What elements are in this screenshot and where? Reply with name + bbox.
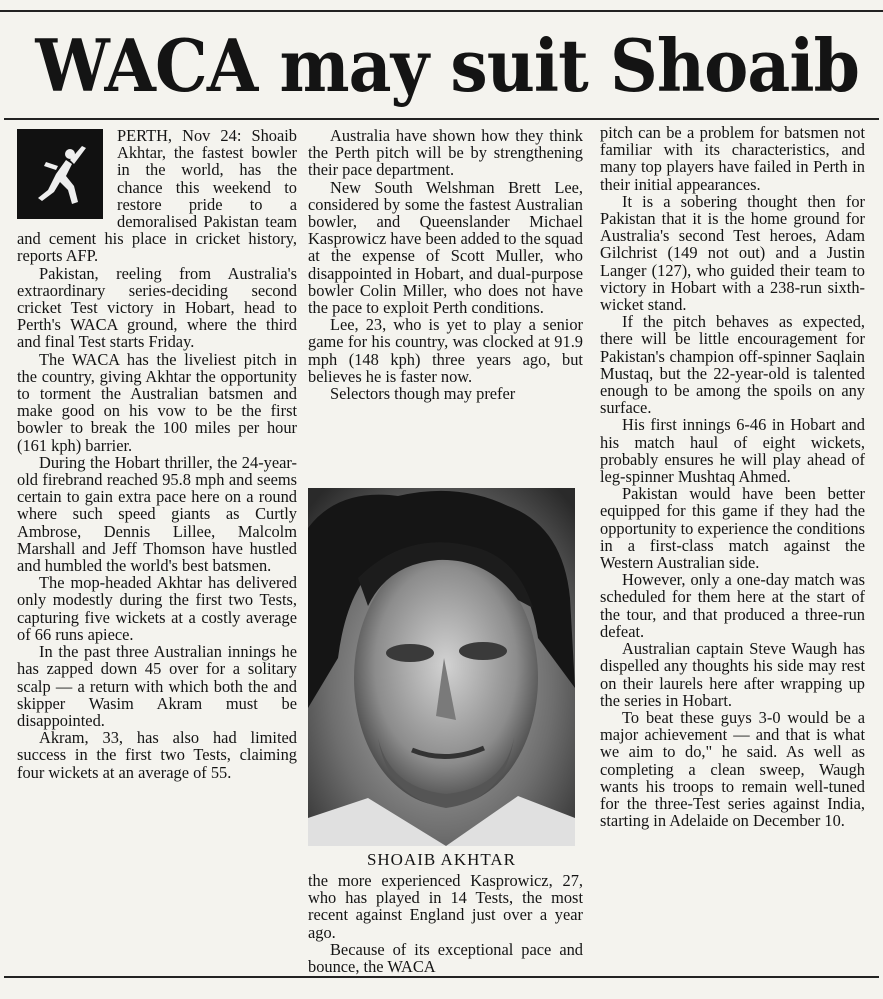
col2-para-3: Lee, 23, who is yet to play a senior game for his country, was clocked at 91.9 mph (148 kph) three years ago, but believes he is faster now. [308,315,583,386]
col1-para-7: Akram, 33, has also had limited success in the first two Tests, claiming four wickets at an average of 55. [17,728,297,782]
headline-rule [4,118,879,120]
col3-para-8: To beat these guys 3-0 would be a major achievement — and that is what we aim to do," he said. As well as completing a clean sweep, Waugh wants his troops to remain well-tuned for the three-Test series against India, starting in Adelaide on December 10. [600,707,865,831]
article-column-2 [308,127,583,402]
col3-para-1: pitch can be a problem for batsmen not familiar with its characteristics, and many top players have failed in Perth in their initial appearances. [600,123,865,194]
next-article-cutoff [220,983,740,999]
photo-caption: SHOAIB AKHTAR [366,850,517,869]
col1-para-3: The WACA has the liveliest pitch in the country, giving Akhtar the opportunity to torment the Australian batsmen and make good on his vow to be the first bowler to break the 100 miles per hour (161 kph) barrier. [17,349,297,455]
col1-para-2: Pakistan, reeling from Australia's extraordinary series-deciding second cricket Test victory in Hobart, head to Perth's WACA ground, where the third and final Test starts Friday. [17,263,297,352]
article-column-1 [17,127,297,781]
article-column-2-continued [308,872,583,975]
col3-para-5: Pakistan would have been better equipped for this game if they had the opportunity to experience the conditions in a first-class match against the Western Australian side. [600,484,865,573]
col1-para-1: PERTH, Nov 24: Shoaib Akhtar, the fastest bowler in the world, has the chance this weekend to restore pride to a demoralised Pakistan team and cement his place in cricket history, reports AFP. [17,126,297,266]
col3-para-6: However, only a one-day match was scheduled for them here at the start of the tour, and that produced a three-run defeat. [600,570,865,641]
col2-para-1: Australia have shown how they think the Perth pitch will be by strengthening their pace department. [308,126,583,180]
col2-para-5: the more experienced Kasprowicz, 27, who has played in 14 Tests, the most recent against England just over a year ago. [308,871,583,942]
bottom-rule [4,976,879,978]
previous-article-cutoff [0,0,883,12]
col1-para-4: During the Hobart thriller, the 24-year-old firebrand reached 95.8 mph and seems certain to gain extra pace here on a round where such speed giants as Curtly Ambrose, Dennis Lillee, Malcolm Marshall and Jeff Thomson have hustled and humbled the world's best batsmen. [17,452,297,576]
col3-para-2: It is a sobering thought then for Pakistan that it is the home ground for Australia's second Test heroes, Adam Gilchrist (149 not out) and a Justin Langer (127), who guided their team to victory in Hobart with a 238-run sixth-wicket stand. [600,191,865,315]
col2-para-2: New South Welshman Brett Lee, considered by some the fastest Australian bowler, and Queenslander Michael Kasprowicz have been added to the squad at the expense of Scott Muller, who disappointed in Hobart, and dual-purpose bowler Colin Miller, who does not have the pace to exploit Perth conditions. [308,177,583,318]
col1-para-5: The mop-headed Akhtar has delivered only modestly during the first two Tests, capturing five wickets at a costly average of 66 runs apiece. [17,573,297,644]
col3-para-4: His first innings 6-46 in Hobart and his match haul of eight wickets, probably ensures he will play ahead of leg-spinner Mushtaq Ahmed. [600,415,865,487]
col2-para-4: Selectors though may prefer [330,384,516,404]
col3-para-7: Australian captain Steve Waugh has dispelled any thoughts his side may rest on their laurels here after wrapping up the series in Hobart. [600,639,865,710]
player-photo [308,488,575,846]
col2-para-6: Because of its exceptional pace and bounce, the WACA [308,939,583,977]
cricket-bowler-icon [17,129,103,219]
headline: WACA may suit Shoaib [35,23,860,108]
col1-para-6: In the past three Australian innings he has zapped down 45 over for a solitary scalp — a return with which both the and skipper Wasim Akram must be disappointed. [17,642,297,730]
col3-para-3: If the pitch behaves as expected, there will be little encouragement for Pakistan's champion off-spinner Saqlain Mustaq, but the 22-year-old is talented enough to be among the spoils on any surface. [600,312,865,418]
article-column-3 [600,124,865,829]
